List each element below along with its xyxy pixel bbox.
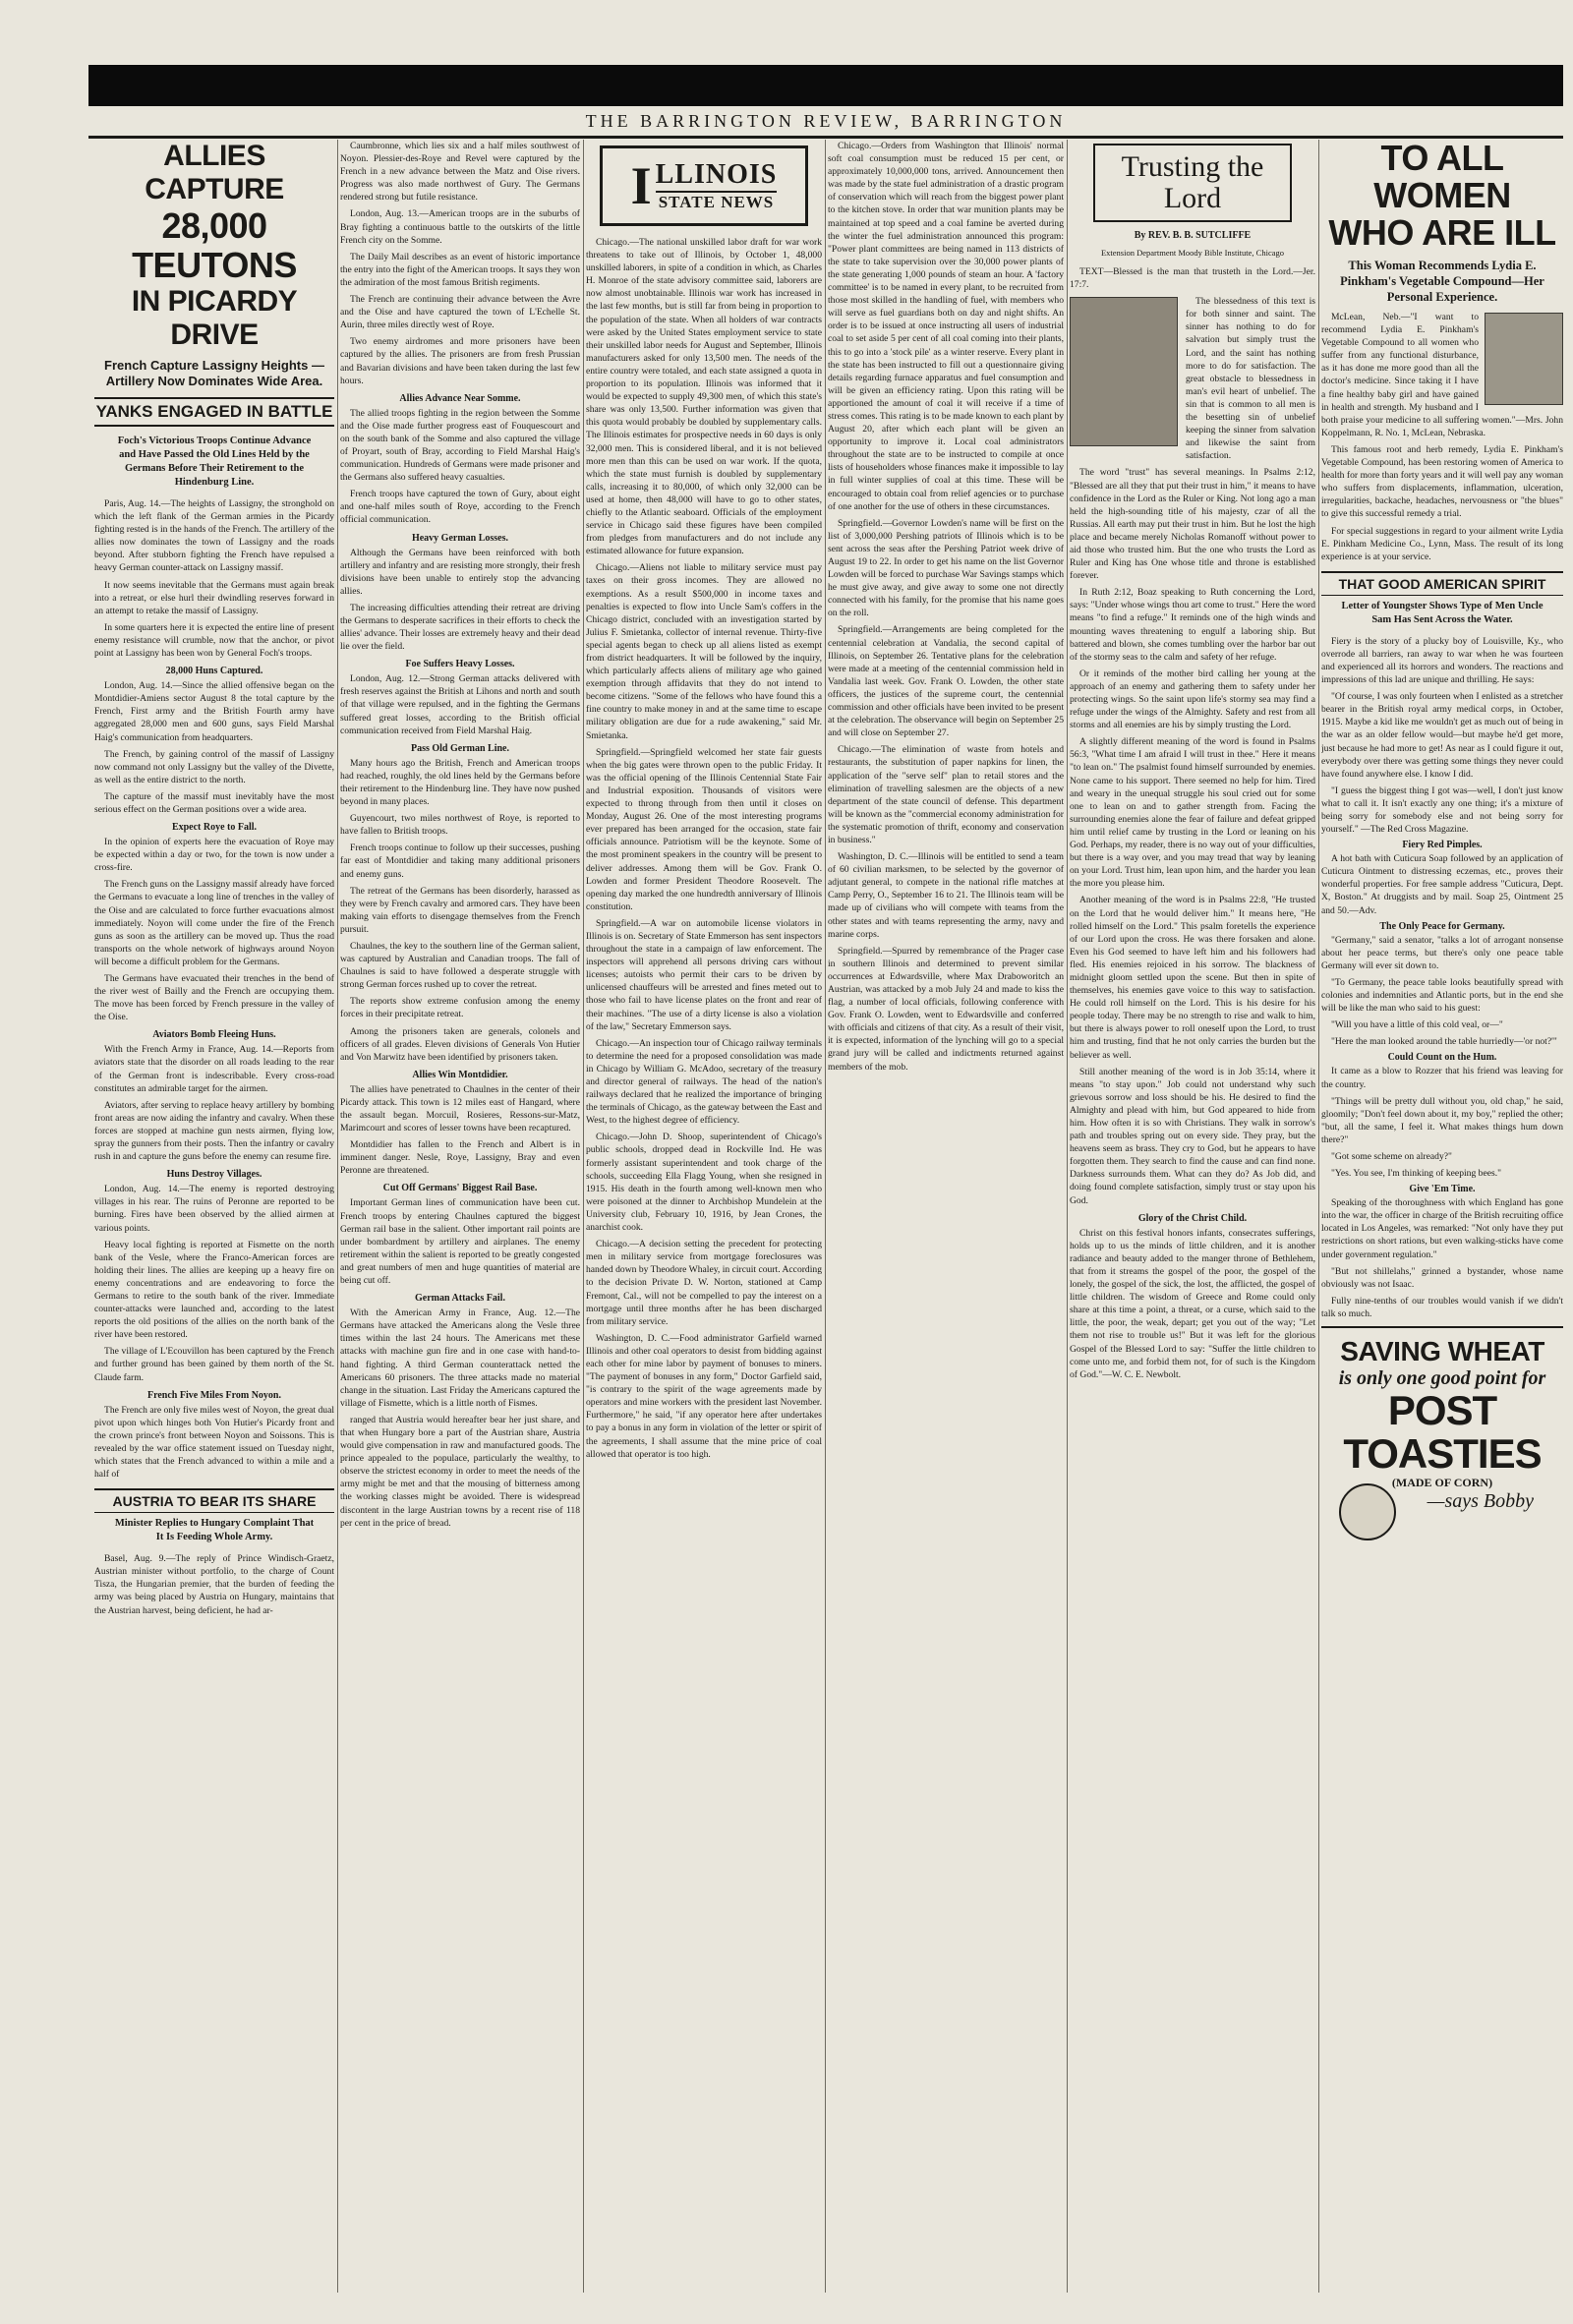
sermon-affiliation: Extension Department Moody Bible Institute, Chicago xyxy=(1100,248,1285,258)
article-paragraph: Guyencourt, two miles northwest of Roye, is reported to have fallen to British troops. xyxy=(340,813,580,838)
ad-paragraph: For special suggestions in regard to your ailment write Lydia E. Pinkham Medicine Co., Lynn, Mass. The result of its long experience is at your service. xyxy=(1321,525,1563,562)
article-paragraph: The French, by gaining control of the massif of Lassigny now command not only Lassigny but the valley of the Divette, as well as the entire district to the north. xyxy=(94,748,334,785)
news-item: Chicago.—John D. Shoop, superintendent of Chicago's public schools, dropped dead in Rockville Ind. He was formerly assistant superintendent and took charge of the schools, succeeding Ella Flagg Young, when she resigned in 1915. His death in the fourth among well-known men who were poisoned at the dinner to Archbishop Mundelein at the University club, February 10, 1916, by Jean Crones, the anarchist cook. xyxy=(586,1132,822,1234)
top-black-band xyxy=(88,65,1563,106)
article-paragraph: The retreat of the Germans has been disorderly, harassed as they were by French cavalry and armored cars. They have been making vain efforts to disengage themselves from the French pursuit. xyxy=(340,885,580,935)
column-rule xyxy=(1318,140,1319,2293)
news-item: Chicago.—Orders from Washington that Illinois' normal soft coal consumption must be reduced 15 per cent, or approximately 10,000,000 tons, arrived. Announcement then was made by the state fuel administration of a drastic program of conservation which will reach from the biggest power plant to the kitchen stove. In order that war munition plants may be maintained at top speed and a coal famine be averted during the winter the fuel administration announced this program: "Power plant committees are being named in 113 districts of the state to take supervision over the 30,000 power plants of the state generating 1,000 pounds of steam an hour. A 'factory committee' is to be named in every plant, to be recruited from those most skilled in the handling of fuel, with members who will serve as fuel guardians both on day and night shifts. An order is to be issued at once instructing all users of industrial coal to set aside 5 per cent of all coal coming into their plants, this to go into a 'stock pile' as a winter reserve. Every plant in the state has been instructed to fill out a questionnaire giving details regarding furnace apparatus and fuel consumption and will be given an efficiency rating. Upon this rating will be apportioned the amount of coal it will receive if a time of stress comes. This rating is to be made known to each plant by August 20, after which each plant will be given an opportunity to improve it. Local coal administrators throughout the state are to be instructed to compile at once lists of householders whose finances make it impossible to lay in full winter supplies of coal at this time. These will be encouraged to obtain coal from relief agencies or to purchase of one another for the use of others in these circumstances. xyxy=(828,141,1064,512)
sermon-paragraph: Still another meaning of the word is in Job 35:14, where it means "to stay upon." Job could not understand why such grievous sorrow and loss should be his. He desired to find the Almighty and plead with him, but God appeared to hide from him. How often it is so with Christians. They walk in sorrow's path and troubles spring out on every side. They pray, but the heavens seem as brass. They cry to God, but he appears to have forgotten them. They search to find the cause and can find none. Darkness surrounds them. What can they do? As Job did, and doing found complete satisfaction, simply trust or stay upon his God. xyxy=(1070,1066,1315,1206)
subhead: Glory of the Christ Child. xyxy=(1137,1212,1248,1224)
article-paragraph: French troops continue to follow up their successes, pushing far east of Montdidier and taking many additional prisoners and enemy guns. xyxy=(340,842,580,880)
author-portrait xyxy=(1070,297,1178,446)
logo-line-1: LLINOIS xyxy=(656,159,778,193)
article-paragraph: "Of course, I was only fourteen when I enlisted as a stretcher bearer in the British royal army medical corps, in October, 1915. Maybe a kid like me wouldn't get as much out of being in the war as an older fellow would—but maybe he'd get more, just because he had more to get! As near as I could figure it out, everybody over there was getting some things they never could have found anywhere else. I know I did. xyxy=(1321,691,1563,780)
news-item: Springfield.—Springfield welcomed her state fair guests when the big gates were thrown open to the public Friday. It was the official opening of the Illinois Centennial State Fair and Industrial exposition. Thousands of visitors were expected to throng through from then until it closes on Monday, August 26. One of the most interesting programs ever prepared has been arranged for the occasion, state fair officials announce. Patriotism will be the keynote. Some of the most prominent speakers in the country will be present to deliver addresses. Among them will be Gov. Frank O. Lowden and former President Theodore Roosevelt. The opening day marked the one hundredth anniversary of Illinois constitution. xyxy=(586,746,822,912)
sermon-paragraph: The blessedness of this text is for both sinner and saint. The sinner has nothing to do for salvation but simply trust the Lord, and the saint has nothing more to do for satisfaction. The great obstacle to blessedness in man's evil heart of unbelief. The sin that is common to all men is the besetting sin of unbelief keeping the sinner from salvation and likewise the saint from satisfaction. xyxy=(1186,296,1315,462)
article-paragraph: "But not shillelahs," grinned a bystander, whose name obviously was not Isaac. xyxy=(1321,1265,1563,1290)
sermon-text-line: TEXT—Blessed is the man that trusteth in the Lord.—Jer. 17:7. xyxy=(1070,266,1315,291)
sermon-paragraph: In Ruth 2:12, Boaz speaking to Ruth concerning the Lord, says: "Under whose wings thou art come to trust." Here the word means "to find a refuge." It reminds one of the high winds and mounting waves threatening to engulf a laboring ship. But battered and blown, she comes tumbling over the harbor bar out of the stormy seas to the calm and safety of her refuge. xyxy=(1070,587,1315,663)
article-paragraph: In the opinion of experts here the evacuation of Roye may be expected within a day or two, for the town is now under a cross-fire. xyxy=(94,837,334,874)
article-paragraph: Aviators, after serving to replace heavy artillery by bombing front areas are now aiding the infantry and cavalry. When these forces are stopped at machine gun nests airmen, flying low, spray the gunners from their posts. Then the infantry or cavalry rush in and capture the guns before the enemy can resume fire. xyxy=(94,1099,334,1163)
spirit-headline: THAT GOOD AMERICAN SPIRIT xyxy=(1321,571,1563,596)
column-5 xyxy=(1070,140,1315,2293)
subhead: 28,000 Huns Captured. xyxy=(165,666,263,677)
ad-paragraph: McLean, Neb.—"I want to recommend Lydia E. Pinkham's Vegetable Compound to all women who suffer from any functional disturbance, as it has done me more good than all the doctor's medicine. Since taking it I have a fine healthy baby girl and have gained in health and strength. My husband and I both praise your medicine to all suffering women."—Mrs. John Koppelmann, R. No. 1, McLean, Nebraska. xyxy=(1321,312,1563,438)
secondary-deck: Foch's Victorious Troops Continue Advance and Have Passed the Old Lines Held by the Germans Before Their Retirement to the Hindenburg Line. xyxy=(117,436,312,488)
article-paragraph: With the American Army in France, Aug. 12.—The Germans have attacked the Americans along the Vesle three times within the last 24 hours. The Americans met these attacks with machine gun fire and in one case with hand-to-hand fighting. A third German counterattack netted the Americans 60 prisoners. The three attacks made no material change in the situation. Last Friday the Americans captured the village of Fismette, which is a little north of Fismes. xyxy=(340,1307,580,1409)
subhead: French Five Miles From Noyon. xyxy=(147,1389,281,1401)
ad-subhead: This Woman Recommends Lydia E. Pinkham's Vegetable Compound—Her Personal Experience. xyxy=(1340,259,1544,304)
article-paragraph: The capture of the massif must inevitably have the most serious effect on the German positions over a wide area. xyxy=(94,790,334,815)
news-item: Springfield.—A war on automobile license violators in Illinois is on. Secretary of State Emmerson has sent inspectors throughout the state in a campaign of law enforcement. The inspectors will apprehend all persons driving cars without licenses; autoists who permit their cars to be driven by unlicensed chauffeurs will be arrested and fines meted out to those who fail to have license plates on the front and rear of their machines. "The use of a dirty license is also a violation of the law," Secretary Emmerson says. xyxy=(586,917,822,1032)
article-paragraph: Caumbronne, which lies six and a half miles southwest of Noyon. Plessier-des-Roye and Revel were captured by the French in a new advance between the Matz and Oise rivers. Progress was also made northwest of Gury. The Germans rendered strong but futile resistance. xyxy=(340,141,580,203)
austria-headline: AUSTRIA TO BEAR ITS SHARE xyxy=(94,1488,334,1513)
news-item: Springfield.—Arrangements are being completed for the centennial celebration at Vandalia, the second capital of Illinois, on September 26. Tentative plans for the celebration were made at a meeting of the centennial commission held in Vandalia last week. Gov. Frank O. Lowden, the other state officers, the justices of the supreme court, the centennial commission and other officials have been invited to be present at the celebration. The observance will begin on September 25 and will close on September 27. xyxy=(828,624,1064,739)
austria-deck: Minister Replies to Hungary Complaint That It Is Feeding Whole Army. xyxy=(114,1518,315,1543)
column-rule xyxy=(583,140,584,2293)
article-paragraph: Heavy local fighting is reported at Fismette on the north bank of the Vesle, where the Franco-American forces are holding their lines. The allies are keeping up a heavy fire on enemy concentrations and are endeavoring to force the Germans to retire to the south bank of the river. Immediate counter-attacks were launched and, according to the latest reports the old positions of the allies on the north bank of the river have been restored. xyxy=(94,1239,334,1341)
subhead: Allies Advance Near Somme. xyxy=(399,392,521,404)
column-2 xyxy=(340,140,580,2293)
news-item: Washington, D. C.—Illinois will be entitled to send a team of 60 civilian marksmen, to be selected by the governor of adjutant general, to compete in the national rifle matches at Camp Perry, O., September 16 to 21. The Illinois team will be made up of civilians who will compete with teams from the other states and with teams representing the army, navy and marine corps. xyxy=(828,851,1064,940)
subhead: Allies Win Montdidier. xyxy=(412,1069,508,1080)
column-4 xyxy=(828,140,1064,2293)
article-paragraph: Basel, Aug. 9.—The reply of Prince Windisch-Graetz, Austrian minister without portfolio, to the charge of Count Tisza, the Hungarian premier, that the burden of feeding the army was being placed by Austria on Hungary, maintains that the Austrian harvest, being deficient, he had ar- xyxy=(94,1553,334,1616)
sermon-paragraph: Or it reminds of the mother bird calling her young at the approach of an enemy and gathering them to safety under her protecting wings. So the saint upon life's stormy sea may find a refuge under the wings of the Almighty. Safety and rest from all storms and all enemies are his by simply trusting the Lord. xyxy=(1070,668,1315,731)
column-rule xyxy=(825,140,826,2293)
article-paragraph: Important German lines of communication have been cut. French troops by entering Chaulnes captured the biggest German rail base in the salient. Other important rail points are under bombardment by artillery and airplanes. The enemy retirement within the salient is reported to be greatly congested and great numbers of men and huge quantities of material are being cut off. xyxy=(340,1197,580,1287)
article-paragraph: "Germany," said a senator, "talks a lot of arrogant nonsense about her peace terms, but there's only one peace table Germany will ever sit down to. xyxy=(1321,934,1563,971)
secondary-headline: YANKS ENGAGED IN BATTLE xyxy=(94,397,334,427)
article-paragraph: London, Aug. 14.—The enemy is reported destroying villages in his rear. The ruins of Peronne are reported to be burning. Fires have been observed by the allied airmen at various points. xyxy=(94,1184,334,1234)
news-item: Springfield.—Governor Lowden's name will be first on the list of 3,000,000 Pershing patriots of Illinois which is to be sent across the seas after the Pershing Patriot week drive of August 19 to 22. In order to get his name on the list Governor Lowden will be forced to purchase War Savings stamps which he must give away, and give away to some one not directly connected with his family, for the promise that his name goes on the roll. xyxy=(828,517,1064,619)
article-paragraph: With the French Army in France, Aug. 14.—Reports from aviators state that the disorder on all roads leading to the rear of the German front is indescribable. Every cross-road constitutes an admirable target for the airmen. xyxy=(94,1044,334,1094)
column-3 xyxy=(586,140,822,2293)
subhead: Foe Suffers Heavy Losses. xyxy=(405,659,515,670)
article-paragraph: The French guns on the Lassigny massif already have forced the Germans to evacuate a long line of trenches in the valley of the Oise and are calculated to force further evacuations almost immediately. Noyon will come under the fire of the French guns as soon as the artillery can be moved up. Thus the road transports on the whole network of highways around Noyon will become a difficult problem for the Germans. xyxy=(94,879,334,967)
sermon-paragraph: The word "trust" has several meanings. In Psalms 2:12, "Blessed are all they that put their trust in him," it means to have confidence in the Lord as the Ruler or King. Not long ago a man held the high-sounding title of his majesty, czar of all the Russias. All earth may put their trust in him. But he lost the high place and became merely Nicholas Romanoff without power to aid those who trusted him. But the one who trusts the Lord as Ruler and King has One whose title and throne is established forever. xyxy=(1070,467,1315,582)
article-paragraph: Fiery is the story of a plucky boy of Louisville, Ky., who overrode all barriers, ran away to war when he was fourteen and experienced all its horrors and wonders. The reactions and impressions of this lad are unique and thrilling. He says: xyxy=(1321,635,1563,686)
subhead: Fiery Red Pimples. xyxy=(1402,840,1483,851)
article-paragraph: A hot bath with Cuticura Soap followed by an application of Cuticura Ointment to distressing eczemas, etc., proves their wonderful properties. For free sample address "Cuticura, Dept. X, Boston." At druggists and by mail. Soap 25, Ointment 25 and 50.—Adv. xyxy=(1321,853,1563,916)
ad-line-good-point: is only one good point for xyxy=(1338,1367,1546,1389)
article-paragraph: "Yes. You see, I'm thinking of keeping bees." xyxy=(1331,1168,1502,1180)
subhead: Huns Destroy Villages. xyxy=(166,1169,262,1181)
news-item: Springfield.—Spurred by remembrance of the Prager case in southern Illinois and determined to prevent similar occurrences at Edwardsville, where Max Draboworitch an Austrian, was attacked by a mob July 24 and made to kiss the flag, a number of local officials, following conference with Gov. Frank O. Lowden, went to Edwardsville and conferred with officials and citizens of that city. As a result of their visit, it is expected, information of the lynching will go to a special grand jury will be called and indictments returned against members of the mob. xyxy=(828,945,1064,1073)
news-item: Chicago.—Aliens not liable to military service must pay taxes on their gross incomes. They are allowed no exemptions. As a result $500,000 in income taxes and penalties is expected to flow into Uncle Sam's coffers in the Chicago district, concluded with an investigation started by Julius F. Smietanka, collector of internal revenue. Thirty-five special agents began to check up all aliens listed as exempt from district headquarters. It will be followed by the inquiry, which particularly affects aliens of military age who gained exemption through affidavits that they do not intend to become citizens. "Some of the fellows who have found this a fine country to make money in and at the same time to escape military obligation are due for a rude awakening," said Mr. Smietanka. xyxy=(586,562,822,741)
article-paragraph: "Got some scheme on already?" xyxy=(1331,1150,1452,1162)
main-deck: French Capture Lassigny Heights —Artillery Now Dominates Wide Area. xyxy=(104,358,324,388)
article-paragraph: "To Germany, the peace table looks beautifully spread with colonies and indemnities and Atlantic ports, but in the end she will be like the man who said to his guest: xyxy=(1321,976,1563,1015)
subhead: The Only Peace for Germany. xyxy=(1379,920,1505,932)
article-paragraph: ranged that Austria would hereafter bear her just share, and that when Hungary bore a part of the Austrian share, Austria would give compensation in raw and manufactured goods. The prince appealed to the populace, particularly the wealthy, to observe the strictest economy in order to meet the needs of the army might be met and that the mousing of bitterness among the working classes might be avoided. There is widespread discontent in the large Austrian towns by a recent rise of 118 per cent in the price of bread. xyxy=(340,1414,580,1529)
article-paragraph: "Will you have a little of this cold veal, or—" xyxy=(1331,1019,1503,1031)
ad-headline-1: TO ALL WOMEN xyxy=(1373,140,1511,215)
main-headline-2: 28,000 TEUTONS xyxy=(132,205,297,285)
main-headline-3: IN PICARDY DRIVE xyxy=(131,285,298,351)
subhead: Cut Off Germans' Biggest Rail Base. xyxy=(382,1183,538,1194)
masthead: THE BARRINGTON REVIEW, BARRINGTON xyxy=(88,106,1563,139)
news-item: Chicago.—The elimination of waste from hotels and restaurants, the substitution of paper napkins for linen, the application of the "serve self" plan to retail stores and the elimination of travelling salesmen are the objects of a new department of the state council of defense. This department will be known as the "commercial economy administration for the systematic promotion of thrift, economy and conservation in business." xyxy=(828,744,1064,845)
logo-line-2: STATE NEWS xyxy=(658,193,775,211)
article-paragraph: It now seems inevitable that the Germans must again break into a retreat, or else hurl their dwindling reserves forward in an attempt to retake the massif of Lassigny. xyxy=(94,579,334,616)
subhead: Aviators Bomb Fleeing Huns. xyxy=(152,1029,276,1041)
article-paragraph: Chaulnes, the key to the southern line of the German salient, was captured by Australian and Canadian troops. The fall of Chaulnes is said to have followed a desperate struggle with strong German forces rushed up to cover the retreat. xyxy=(340,940,580,991)
ad-portrait xyxy=(1485,313,1563,405)
sermon-paragraph: Another meaning of the word is in Psalms 22:8, "He trusted on the Lord that he would deliver him." It means here, "He rolled himself on the Lord." This psalm foretells the experience of our Lord upon the cross. He was there forsaken and alone. Even his God seemed to have left him and his followers had fled. His enemies rejoiced in his sorrow. The blackness of midnight gloom settled upon the scene. But then in spite of themselves, his enemies gave voice to this way to satisfaction. He could roll himself on the Lord. This is his desire for his people today. There may be no strength to rise and walk to him, but there is always power to roll oneself upon the Lord, to trust him and trusting, find that he not only carries the burden but the believer as well. xyxy=(1070,895,1315,1061)
ad-line-post-toasties: POST TOASTIES xyxy=(1343,1387,1542,1477)
subhead: Give 'Em Time. xyxy=(1409,1184,1476,1195)
article-paragraph: "Here the man looked around the table hurriedly—'or not?'" xyxy=(1331,1036,1557,1048)
article-paragraph: The allies have penetrated to Chaulnes in the center of their Picardy attack. This town is 12 miles east of Hangard, where the assault began. Morcuil, Rosieres, Ressons-sur-Matz, Marimcourt and scores of lesser towns have been recaptured. xyxy=(340,1083,580,1134)
bobby-face-icon xyxy=(1339,1483,1396,1540)
news-item: Chicago.—The national unskilled labor draft for war work threatens to take out of Illinois, by October 1, 48,000 unskilled laborers, in spite of a condition in which, as Charles H. Monroe of the state advisory committee said, laborers are now almost unobtainable. Illinois war work has increased in the last few months, but is still far from being in proportion to the population of the state. When all holders of war contracts were asked by the United States employment service to state their unskilled labor needs for August and September, Illinois manufacturers asked for only 13,500 men. The needs of the entire country were totaled, and each state assigned a quota in proportion to its population. Illinois was informed that it would be expected to supply 49,300 men, of which this state's share was only 13,500. Further information was given that this quota would probably be doubled by supplementary calls. The Illinois estimates for prospective needs in 60 days is only 32,000 men. This is considered liberal, and it is not believed more men than this can be used on war work. If the quota, which the state must furnish is doubled by supplementary calls, increasing it to 80,000, of which only 32,000 can be used at home, then 48,000 will have to go to other states, chiefly to the Atlantic seaboard. Officials of the employment service in Chicago said these figures have been compiled from pledges from manufacturers and do not include any estimated allowance for future expansion. xyxy=(586,237,822,557)
logo-initial: I xyxy=(630,156,652,215)
article-paragraph: The French are only five miles west of Noyon, the great dual pivot upon which hinges both Von Hutier's Picardy front and the crown prince's front between Noyon and Soissons. This is revealed by the war office statement issued on Tuesday night, which states that the French advanced to within a mile and a half of xyxy=(94,1404,334,1481)
article-paragraph: The Daily Mail describes as an event of historic importance the entry into the fight of the American troops. It says they won the admiration of the most famous British regiments. xyxy=(340,251,580,288)
article-paragraph: Among the prisoners taken are generals, colonels and officers of all grades. Eleven divisions of Generals Von Hutier and Von Marwitz have been identified by prisoners taken. xyxy=(340,1025,580,1063)
column-6 xyxy=(1321,140,1563,2293)
column-rule xyxy=(337,140,338,2293)
article-paragraph: Montdidier has fallen to the French and Albert is in imminent danger. Nesle, Roye, Lassigny, Bray and even Peronne are threatened. xyxy=(340,1139,580,1177)
column-1 xyxy=(94,140,334,2293)
sermon-paragraph: Christ on this festival honors infants, consecrates sufferings, holds up to us the minds of little children, and it is another radiance and beauty added to the manger throne of Bethlehem, that from it streams the gospel of the poor, the gospel of the lonely, the gospel of the sick, the lost, the afflicted, the gospel of little children. The wisdom of Greece and Rome could only share at this time a point, a threat, or a curse, which said to the little, the poor, the weak, depart; get you out of the way; "Let them not rise to trouble us!" But it was left for the glorious Gospel of the Blessed Lord to say: "Suffer the little children to come unto me, and forbid them not, for of such is the Kingdom of God."—W. C. E. Newbolt. xyxy=(1070,1227,1315,1380)
article-paragraph: "Things will be pretty dull without you, old chap," he said, gloomily; "Don't feel down about it, my boy," replied the other; "but, all the same, I feel it. What makes things hum down there?" xyxy=(1321,1095,1563,1145)
subhead: Could Count on the Hum. xyxy=(1387,1052,1497,1064)
article-paragraph: The reports show extreme confusion among the enemy forces in their precipitate retreat. xyxy=(340,996,580,1020)
subhead: Heavy German Losses. xyxy=(411,532,509,544)
article-paragraph: The increasing difficulties attending their retreat are driving the Germans to desperate sacrifices in their efforts to check the allies' advance. Their losses are extremely heavy and their dead lie over the field. xyxy=(340,602,580,653)
ad-line-made-of-corn: (MADE OF CORN) xyxy=(1391,1476,1493,1489)
illinois-state-news-logo xyxy=(600,145,808,226)
article-paragraph: The allied troops fighting in the region between the Somme and the Oise made further progress east of Fouquescourt and on the south bank of the Somme and also captured the village of Proyart, south of Bray, according to Field Marshal Haig's communication. Hundreds of Germans were made prisoner and the Germans also suffered heavy casualties. xyxy=(340,407,580,484)
article-paragraph: London, Aug. 12.—Strong German attacks delivered with fresh reserves against the British at Lihons and north and south of that village were repulsed, and in the fighting the Germans suffered great losses, according to the British official communication received from Field Marshal Haig. xyxy=(340,673,580,736)
article-paragraph: Speaking of the thoroughness with which England has gone into the war, the officer in charge of the British recruiting office located in Los Angeles, was remarked: "Not only have they put restrictions on short rations, but even walking-sticks have come under government regulation." xyxy=(1321,1197,1563,1260)
column-rule xyxy=(1067,140,1068,2293)
article-paragraph: "I guess the biggest thing I got was—well, I don't just know what to call it. It isn't exactly any one thing; it's a mixture of being sorry for somebody else and not being sorry for yourself." —The Red Cross Magazine. xyxy=(1321,784,1563,836)
article-paragraph: Fully nine-tenths of our troubles would vanish if we didn't talk so much. xyxy=(1321,1295,1563,1319)
sermon-title: Trusting the Lord xyxy=(1093,144,1292,222)
ad-paragraph: This famous root and herb remedy, Lydia E. Pinkham's Vegetable Compound, has been restoring women of America to health for more than forty years and it will well pay any woman who suffers from displacements, inflammation, ulceration, irregularities, backache, headaches, nervousness or "the blues" to give this successful remedy a trial. xyxy=(1321,443,1563,520)
subhead: Pass Old German Line. xyxy=(410,742,509,754)
sermon-paragraph: A slightly different meaning of the word is found in Psalms 56:3, "What time I am afraid I will trust in thee." Here it means "to lean on." The psalmist found himself surrounded by enemies. None came to his support. There seemed no help for him. Tired and weary in the unequal struggle his soul cried out for some one to lean on and to gather strength from. Facing the surrounding enemies alone the fear of failure and defeat gripped him until relief came by trusting in the Lord or leaning on his God. Perhaps, my reader, there is no way out of your difficulties, but there is a way over, and you may tread that way by leaning on your Lord. Trust him, lean upon him, and the harder you lean the more you please him. xyxy=(1070,736,1315,890)
subhead: Expect Roye to Fall. xyxy=(171,822,258,834)
main-headline-1: ALLIES CAPTURE xyxy=(145,140,284,205)
ad-headline-2: WHO ARE ILL xyxy=(1328,212,1556,253)
ad-line-says-bobby: —says Bobby xyxy=(1427,1490,1534,1512)
article-paragraph: It came as a blow to Rozzer that his friend was leaving for the country. xyxy=(1321,1066,1563,1090)
article-paragraph: London, Aug. 14.—Since the allied offensive began on the Montdidier-Amiens sector August 8 the total capture by the French, First army and the British Fourth army have aggregated 28,000 men and 600 guns, says Field Marshal Haig's communication from headquarters. xyxy=(94,680,334,743)
article-paragraph: In some quarters here it is expected the entire line of present enemy resistance will crumble, now that the anchor, or pivot point at Lassigny has been won by General Foch's troops. xyxy=(94,621,334,660)
spirit-deck: Letter of Youngster Shows Type of Men Uncle Sam Has Sent Across the Water. xyxy=(1341,600,1544,625)
news-item: Washington, D. C.—Food administrator Garfield warned Illinois and other coal operators to desist from bidding against each other for mine labor by payment of bonuses to miners. "The payment of bonuses in any form," Doctor Garfield said, "is contrary to the spirit of the wage agreements made by operators and mine workers with the president last November. Furthermore," he said, "if any operator here after undertakes to pay a bonus in any form in violation of the letter or spirit of the agreements, I shall assume that the mine price of coal allowed that operator is too high. xyxy=(586,1332,822,1460)
article-paragraph: Although the Germans have been reinforced with both artillery and infantry and are resisting more strongly, their fresh divisions have been unable to entirely stop the advancing allies. xyxy=(340,547,580,597)
article-paragraph: The Germans have evacuated their trenches in the bend of the river west of Bailly and the French are occupying them. The move has been forced by French pressure in the valley of the Oise. xyxy=(94,973,334,1023)
article-paragraph: Two enemy airdromes and more prisoners have been captured by the allies. The prisoners are from fresh Prussian and Bavarian divisions and have been taken during the last few hours. xyxy=(340,336,580,386)
article-paragraph: French troops have captured the town of Gury, about eight and one-half miles south of Roye, according to the French official communication. xyxy=(340,489,580,526)
ad-line-saving-wheat: SAVING WHEAT xyxy=(1340,1336,1544,1366)
post-toasties-ad xyxy=(1321,1326,1563,1540)
article-paragraph: Paris, Aug. 14.—The heights of Lassigny, the stronghold on which the left flank of the German armies in the Picardy fighting rested is in the hands of the French. The artillery of the allies now dominates the town of Lassigny and the roads beyond. After stubborn fighting the French have repulsed a heavy German counter-attack on Lassigny massif. xyxy=(94,498,334,574)
sermon-byline: By REV. B. B. SUTCLIFFE xyxy=(1134,230,1252,241)
news-item: Chicago.—An inspection tour of Chicago railway terminals to determine the need for a proposed consolidation was made in Chicago by William G. McAdoo, secretary of the treasury and director general of railways. The head of the nation's railways declared that he realized the importance of bringing the terminals of Chicago, as the gateway between the East and West, to the highest degree of efficiency. xyxy=(586,1037,822,1127)
subhead: German Attacks Fail. xyxy=(415,1293,505,1305)
article-paragraph: Many hours ago the British, French and American troops had reached, roughly, the old lines held by the Germans before their retirement to the Hindenburg line. They have now pushed beyond in many places. xyxy=(340,757,580,808)
news-item: Chicago.—A decision setting the precedent for protecting men in military service from mortgage foreclosures was handed down by Theodore Whaley, in circuit court. According to the decision Private D. W. Norton, stationed at Camp Fremont, Cal., will not be compelled to pay the interest on a mortgage until three months after he has been discharged from military service. xyxy=(586,1239,822,1327)
article-paragraph: The village of L'Ecouvillon has been captured by the French and further ground has been gained by them north of the St. Claude farm. xyxy=(94,1346,334,1383)
article-paragraph: The French are continuing their advance between the Avre and the Oise and have captured the town of L'Echelle St. Aurin, three miles directly west of Roye. xyxy=(340,294,580,331)
article-paragraph: London, Aug. 13.—American troops are in the suburbs of Bray fighting a continuous battle to the outskirts of the little French city on the Somme. xyxy=(340,208,580,246)
